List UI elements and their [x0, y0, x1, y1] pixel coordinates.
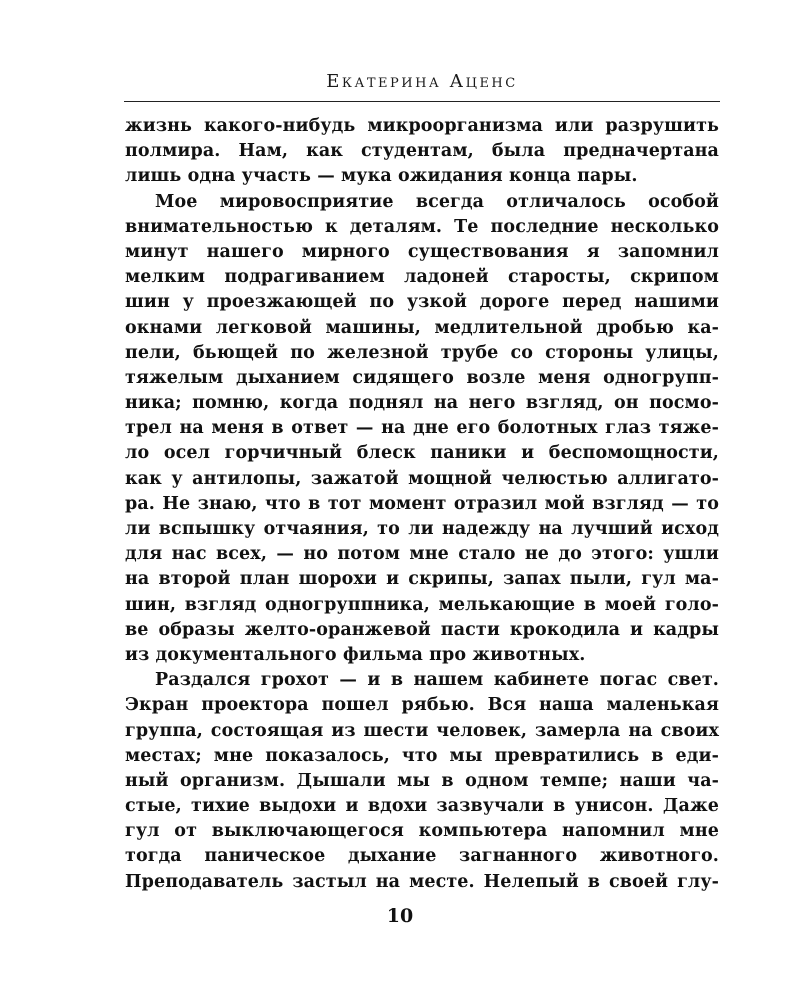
text-line: гул от выключающегося компьютера напомнил мне [125, 821, 719, 842]
page-number: 10 [386, 905, 414, 927]
text-line: ный организм. Дышали мы в одном темпе; наши ча- [125, 770, 719, 791]
text-line: внимательностью к деталям. Те последние несколько [125, 216, 719, 237]
text-line: шин, взгляд одногруппника, мелькающие в моей голо- [125, 594, 719, 615]
text-line: минут нашего мирного существования я запомнил [125, 241, 719, 262]
text-line: для нас всех, — но потом мне стало не до этого: ушли [125, 544, 719, 565]
text-line: Экран проектора пошел рябью. Вся наша маленькая [125, 695, 719, 716]
text-line: местах; мне показалось, что мы превратились в еди- [125, 745, 719, 766]
text-line: трел на меня в ответ — на дне его болотных глаз тяже- [125, 418, 719, 439]
text-line: пели, бьющей по железной трубе со стороны улицы, [125, 342, 719, 363]
body-text [125, 114, 719, 895]
text-line: из документального фильма про животных. [125, 644, 586, 665]
text-line: полмира. Нам, как студентам, была предначертана [125, 141, 719, 162]
text-line: ло осел горчичный блеск паники и беспомощности, [125, 443, 719, 464]
paragraph-first-line: Мое мировосприятие всегда отличалось особой [155, 191, 719, 212]
text-line: окнами легковой машины, медлительной дробью ка- [125, 317, 719, 338]
text-line: жизнь какого-нибудь микроорганизма или разрушить [125, 116, 719, 136]
text-line: ли вспышку отчаяния, то ли надежду на лучший исход [125, 519, 719, 539]
text-line: группа, состоящая из шести человек, замерла на своих [125, 720, 719, 741]
text-line: лишь одна участь — мука ожидания конца пары. [125, 166, 638, 187]
text-line: как у антилопы, зажатой мощной челюстью аллигато- [125, 468, 719, 489]
text-line: мелким подрагиванием ладоней старосты, скрипом [125, 267, 719, 288]
text-line: ра. Не знаю, что в тот момент отразил мой взгляд — то [125, 493, 719, 514]
text-line: Преподаватель застыл на месте. Нелепый в своей глу- [125, 871, 719, 892]
text-line: ве образы желто-оранжевой пасти крокодила и кадры [125, 619, 719, 640]
text-line: стые, тихие выдохи и вдохи зазвучали в унисон. Даже [125, 796, 719, 817]
text-line: ника; помню, когда поднял на него взгляд, он посмо- [125, 393, 719, 414]
header-rule [124, 101, 720, 102]
text-line: тяжелым дыханием сидящего возле меня одногрупп- [125, 367, 719, 388]
text-line: тогда паническое дыхание загнанного животного. [125, 846, 719, 867]
running-head-author: Екатерина Аценс [326, 71, 518, 92]
text-line: шин у проезжающей по узкой дороге перед нашими [125, 292, 719, 313]
paragraph-first-line: Раздался грохот — и в нашем кабинете погас свет. [155, 670, 719, 691]
text-line: на второй план шорохи и скрипы, запах пыли, гул ма- [125, 569, 719, 590]
